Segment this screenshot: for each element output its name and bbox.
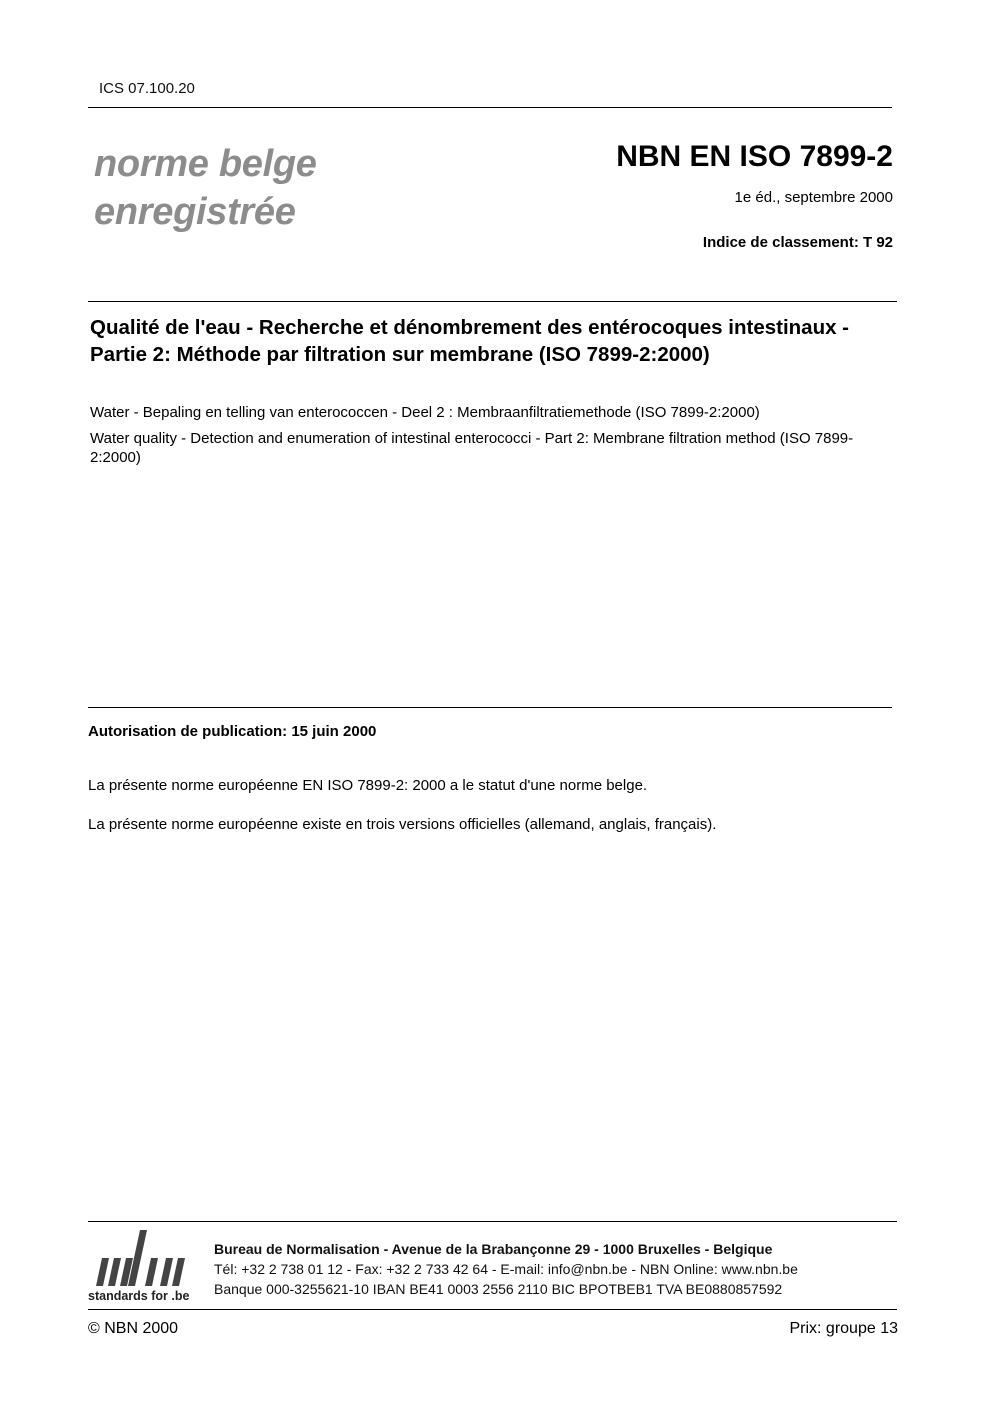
copyright: © NBN 2000 bbox=[88, 1320, 179, 1337]
title-french: Qualité de l'eau - Recherche et dénombrement des entérocoques intestinaux - Partie 2: Méthode par filtration sur membrane (ISO 7899-2:2000) bbox=[90, 316, 850, 366]
footer-contact: Tél: +32 2 738 01 12 - Fax: +32 2 733 42 64 - E-mail: info@nbn.be - NBN Online: www.nbn.be bbox=[214, 1261, 798, 1277]
publication-authorisation: Autorisation de publication: 15 juin 2000 bbox=[88, 723, 377, 740]
top-rule bbox=[88, 107, 892, 108]
footer-address: Bureau de Normalisation - Avenue de la Brabançonne 29 - 1000 Bruxelles - Belgique bbox=[214, 1241, 773, 1257]
footer-bank: Banque 000-3255621-10 IBAN BE41 0003 2556 2110 BIC BPOTBEB1 TVA BE0880857592 bbox=[214, 1281, 783, 1297]
logo-tagline: standards for .be bbox=[88, 1289, 190, 1303]
edition: 1e éd., septembre 2000 bbox=[734, 189, 893, 206]
norme-line-1: norme belge bbox=[94, 143, 317, 185]
norme-belge-heading bbox=[94, 140, 317, 236]
nbn-logo bbox=[88, 1228, 200, 1304]
paragraph-versions: La présente norme européenne existe en trois versions officielles (allemand, anglais, français). bbox=[88, 816, 717, 833]
title-english: Water quality - Detection and enumeration of intestinal enterococci - Part 2: Membrane filtration method (ISO 7899-2:2000) bbox=[90, 430, 854, 466]
norme-line-2: enregistrée bbox=[94, 191, 296, 233]
nbn-logo-mark bbox=[88, 1228, 200, 1304]
footer-rule bbox=[88, 1221, 897, 1222]
body-rule bbox=[88, 707, 892, 708]
standard-number: NBN EN ISO 7899-2 bbox=[616, 140, 893, 173]
title-rule bbox=[88, 301, 897, 302]
price-group: Prix: groupe 13 bbox=[789, 1320, 898, 1337]
ics-code: ICS 07.100.20 bbox=[99, 80, 195, 97]
bottom-rule bbox=[88, 1309, 897, 1310]
paragraph-status: La présente norme européenne EN ISO 7899-2: 2000 a le statut d'une norme belge. bbox=[88, 777, 648, 794]
classification-index: Indice de classement: T 92 bbox=[702, 234, 893, 251]
title-dutch: Water - Bepaling en telling van enterococcen - Deel 2 : Membraanfiltratiemethode (ISO 7899-2:2000) bbox=[90, 404, 760, 421]
